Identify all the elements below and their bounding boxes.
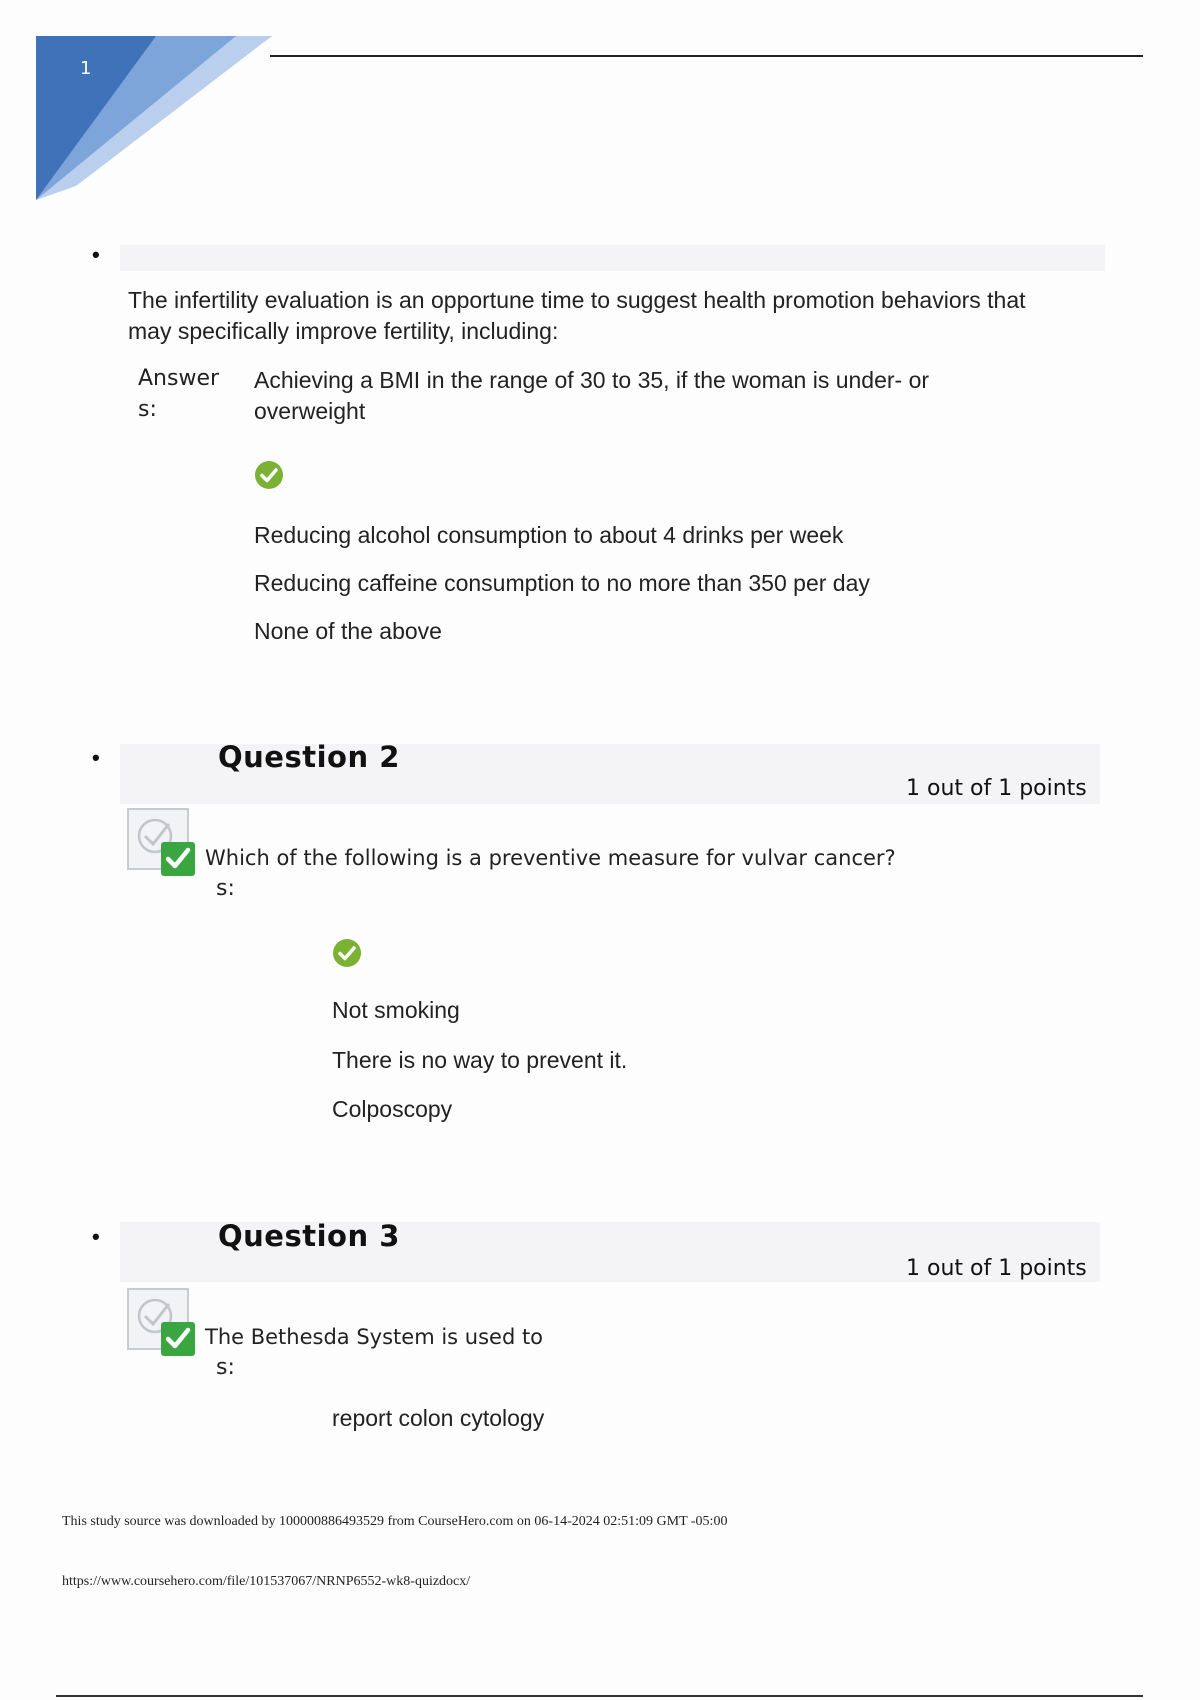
question-1-text: The infertility evaluation is an opportune time to suggest health promotion behaviors that may specifically improve fertility, including: <box>128 287 1026 344</box>
header-rule <box>270 55 1143 57</box>
answer-option: Achieving a BMI in the range of 30 to 35, if the woman is under- or overweight <box>254 367 930 424</box>
check-circle-icon <box>254 460 284 490</box>
question-3-title: Question 3 <box>218 1219 400 1253</box>
footer-rule <box>56 1695 1143 1697</box>
question-1-header-band <box>120 245 1105 271</box>
answers-label-fragment: s: <box>216 1355 235 1380</box>
check-circle-icon <box>332 938 362 968</box>
question-correct-icon <box>127 1288 197 1358</box>
answer-option: report colon cytology <box>332 1405 545 1431</box>
download-source-note: This study source was downloaded by 100000886493529 from CourseHero.com on 06-14-2024 02:51:09 GMT -05:00 <box>62 1514 728 1529</box>
question-2-points: 1 out of 1 points <box>906 776 1087 801</box>
question-3-text: The Bethesda System is used to <box>205 1325 544 1349</box>
answers-label: Answer s: <box>138 366 220 422</box>
answer-option: Not smoking <box>332 997 460 1023</box>
bullet-icon: • <box>92 242 100 267</box>
question-2-title: Question 2 <box>218 740 400 774</box>
answer-option: Reducing caffeine consumption to no more than 350 per day <box>254 570 870 596</box>
answers-label-fragment: s: <box>216 876 235 901</box>
answer-option: None of the above <box>254 618 442 644</box>
answer-option: There is no way to prevent it. <box>332 1047 628 1073</box>
bullet-icon: • <box>92 745 100 770</box>
question-3-points: 1 out of 1 points <box>906 1256 1087 1281</box>
question-2-text: Which of the following is a preventive measure for vulvar cancer? <box>205 846 896 870</box>
question-correct-icon <box>127 808 197 878</box>
answer-option: Colposcopy <box>332 1096 453 1122</box>
bullet-icon: • <box>92 1224 100 1249</box>
answer-option: Reducing alcohol consumption to about 4 drinks per week <box>254 522 844 548</box>
page-number: 1 <box>80 58 92 79</box>
source-url-link[interactable]: https://www.coursehero.com/file/101537067/NRNP6552-wk8-quizdocx/ <box>62 1574 471 1589</box>
corner-decoration <box>36 36 272 200</box>
